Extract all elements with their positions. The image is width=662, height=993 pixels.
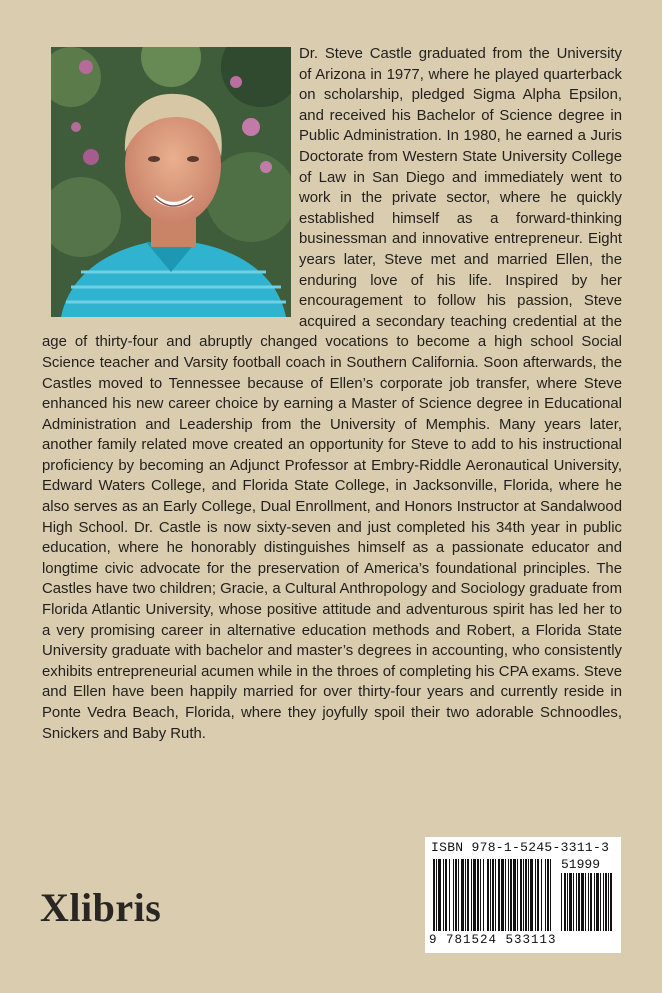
barcode-addon-bar (585, 873, 586, 931)
barcode-addon-bar (588, 873, 589, 931)
barcode-addon-bar (610, 873, 612, 931)
barcode-bar (508, 859, 509, 931)
barcode-bar (541, 859, 542, 931)
barcode-bar (458, 859, 459, 931)
barcode-bar (436, 859, 437, 931)
barcode-bar (433, 859, 435, 931)
barcode-bar (510, 859, 512, 931)
barcode-addon-bar (594, 873, 595, 931)
barcode-bar (547, 859, 549, 931)
barcode-addon-bar (561, 873, 562, 931)
barcode-bar (443, 859, 444, 931)
barcode-bar (523, 859, 524, 931)
author-bio-text: Dr. Steve Castle graduated from the University of Arizona in 1977, where he played quarterback on scholarship, pledged Sigma Alpha Epsilon, and received his Bachelor of Science degree in Public Administration. In 1980, he earned a Juris Doctorate from Western State University College of Law in San Diego and immediately went to work in the private sector, where he quickly established himself as a forward-thinking businessman and innovative entrepreneur. Eight years later, Steve met and married Ellen, the enduring love of his life. Inspired by her encouragement to follow his passion, Steve acquired a secondary teaching credential at the age of thirty-four and abruptly changed vocations to become a high school Social Science teacher and Varsity football coach in Southern California. Soon afterwards, the Castles moved to Tennessee because of Ellen’s corporate job transfer, where Steve enhanced his new career choice by earning a Master of Science degree in Educational Administration and Leadership from the University of Memphis. Many years later, another family related move created an opportunity for Steve to add to his instructional proficiency by becoming an Adjunct Professor at Embry-Riddle Aeronautical University, Edward Waters College, and Florida State College, in Jacksonville, Florida, where he also serves as an Early College, Dual Enrollment, and Honors Instructor at Sandalwood High School. Dr. Castle is now sixty-seven and just completed his 34th year in public education, where he honorably distinguishes himself as a passionate educator and longtime civic advocate for the preservation of America’s foundational principles. The Castles have two children; Gracie, a Cultural Anthropology and Sociology graduate from Florida Atlantic University, whose positive attitude and adventurous spirit has led her to a very promising career in alternative education methods and Robert, a Florida State University graduate with bachelor and master’s degrees in accounting, who consistently exhibits entrepreneurial acumen while in the throes of completing his CPA exams. Steve and Ellen have been happily married for over thirty-four years and currently reside in Ponte Vedra Beach, Florida, where they joyfully spoil their two adorable Schnoodles, Snickers and Baby Ruth. (42, 46, 622, 742)
barcode-bar (455, 859, 457, 931)
barcode-addon-bar (608, 873, 609, 931)
isbn-label: ISBN 978-1-5245-3311-3 (431, 840, 610, 855)
barcode-bar (473, 859, 476, 931)
barcode-bar (449, 859, 450, 931)
barcode-bar (525, 859, 527, 931)
barcode-bar (465, 859, 466, 931)
barcode-addon-bar (605, 873, 607, 931)
barcode-bar (495, 859, 496, 931)
barcode-addon-bar (596, 873, 599, 931)
barcode-bar (513, 859, 516, 931)
barcode-bar (461, 859, 464, 931)
barcode-bar (467, 859, 469, 931)
barcode-bars (431, 859, 615, 933)
barcode-addon-bar (600, 873, 601, 931)
barcode-digits: 9 781524 533113 (429, 933, 557, 947)
barcode-bar (438, 859, 441, 931)
barcode-bar (445, 859, 447, 931)
author-bio (42, 44, 622, 744)
barcode-bar (545, 859, 546, 931)
barcode-bar (498, 859, 500, 931)
barcode-bar (492, 859, 494, 931)
isbn-barcode (425, 837, 621, 953)
barcode-bar (505, 859, 506, 931)
barcode-bar (477, 859, 479, 931)
barcode-bar (483, 859, 484, 931)
barcode-addon-bar (567, 873, 568, 931)
barcode-addon-bar (564, 873, 566, 931)
barcode-bar (501, 859, 504, 931)
barcode-bar (537, 859, 539, 931)
barcode-bar (490, 859, 491, 931)
barcode-bar (530, 859, 533, 931)
barcode-bar (471, 859, 472, 931)
barcode-bar (550, 859, 551, 931)
barcode-bar (517, 859, 518, 931)
barcode-addon-bar (569, 873, 572, 931)
photo-wrap-space (42, 44, 299, 330)
publisher-logo: Xlibris (40, 885, 162, 930)
barcode-bar (535, 859, 536, 931)
barcode-addon-bar (590, 873, 592, 931)
barcode-addon-bar (603, 873, 604, 931)
barcode-addon-bar (578, 873, 580, 931)
barcode-addon-bar (576, 873, 577, 931)
barcode-addon-bar (573, 873, 574, 931)
barcode-bar (487, 859, 489, 931)
barcode-bar (480, 859, 481, 931)
barcode-bar (453, 859, 454, 931)
barcode-bar (528, 859, 529, 931)
barcode-bar (520, 859, 522, 931)
price-code: 51999 (561, 857, 601, 872)
barcode-addon-bar (581, 873, 584, 931)
